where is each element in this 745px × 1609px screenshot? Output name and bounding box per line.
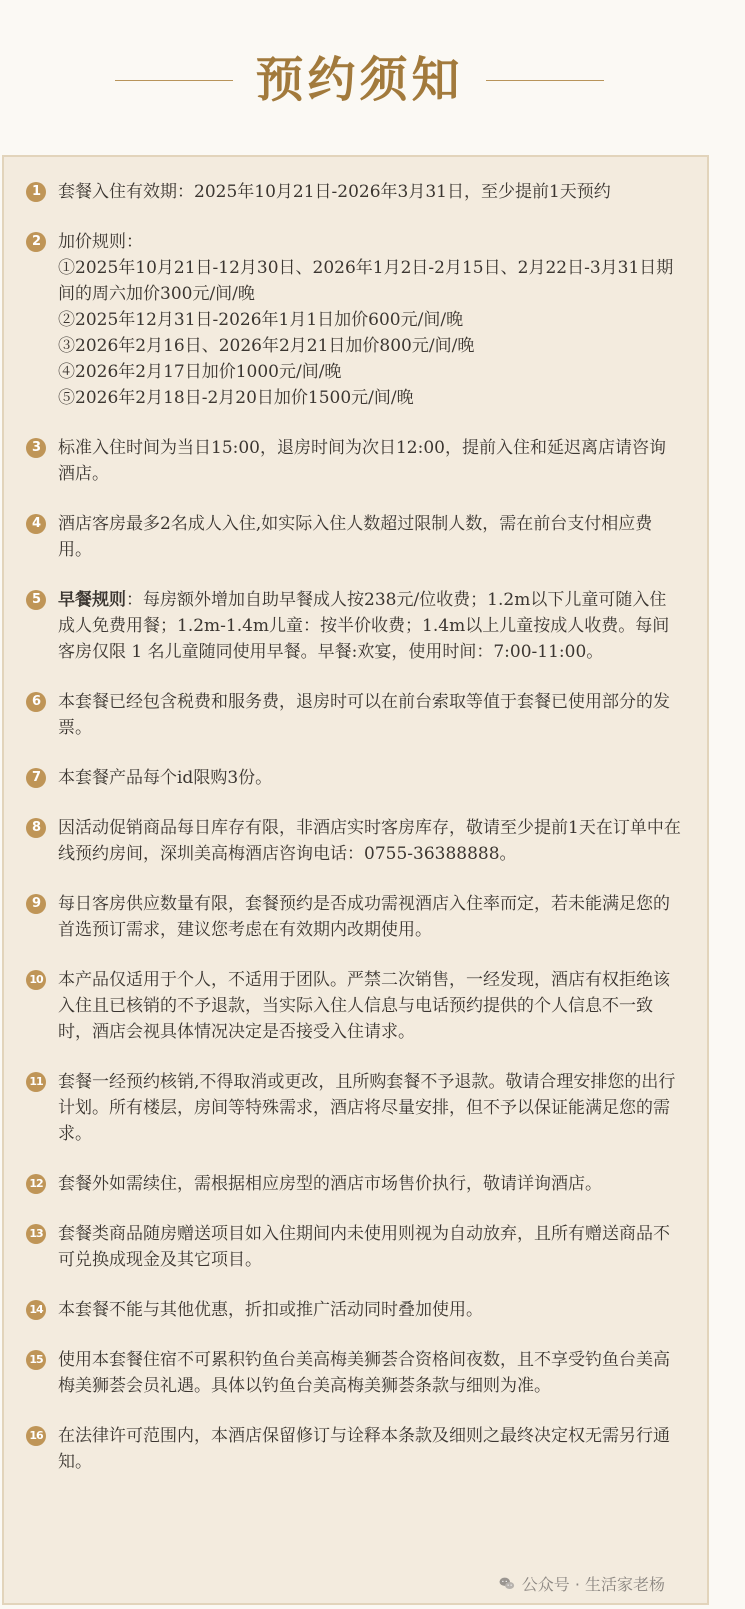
notice-card: [2, 155, 709, 1605]
notice-item: [4, 1423, 707, 1475]
item-text: 每日客房供应数量有限，套餐预约是否成功需视酒店入住率而定，若未能满足您的首选预订需求，建议您考虑在有效期内改期使用。: [58, 894, 670, 940]
notice-item: [4, 891, 707, 943]
item-number-badge: 4: [26, 514, 46, 534]
item-text: ④2026年2月17日加价1000元/间/晚: [58, 362, 342, 382]
title-divider-right: [486, 80, 604, 81]
notice-item: [4, 1347, 707, 1399]
item-number-badge: 16: [26, 1426, 46, 1446]
item-number-badge: 7: [26, 768, 46, 788]
notice-list: [4, 157, 707, 1499]
notice-item: [4, 179, 707, 205]
item-number-badge: 11: [26, 1072, 46, 1092]
item-text: ②2025年12月31日-2026年1月1日加价600元/间/晚: [58, 310, 464, 330]
page-title: 预约须知: [255, 52, 464, 108]
notice-item: [4, 967, 707, 1045]
item-text: 套餐类商品随房赠送项目如入住期间内未使用则视为自动放弃，且所有赠送商品不可兑换成现金及其它项目。: [58, 1224, 670, 1270]
item-text: 套餐外如需续住，需根据相应房型的酒店市场售价执行，敬请详询酒店。: [58, 1174, 602, 1194]
notice-item: [4, 1221, 707, 1273]
item-text: 加价规则：: [58, 232, 143, 252]
title-divider-left: [115, 80, 233, 81]
notice-item: [4, 435, 707, 487]
notice-item: [4, 1297, 707, 1323]
item-text: 酒店客房最多2名成人入住,如实际入住人数超过限制人数，需在前台支付相应费用。: [58, 514, 653, 560]
notice-item: [4, 815, 707, 867]
item-heading: 早餐规则: [58, 590, 126, 610]
item-text: 本套餐已经包含税费和服务费，退房时可以在前台索取等值于套餐已使用部分的发票。: [58, 692, 670, 738]
item-number-badge: 3: [26, 438, 46, 458]
item-text: 本套餐产品每个id限购3份。: [58, 768, 273, 788]
item-text: 在法律许可范围内，本酒店保留修订与诠释本条款及细则之最终决定权无需另行通知。: [58, 1426, 670, 1472]
notice-item: [4, 511, 707, 563]
wechat-icon: [498, 1575, 516, 1593]
notice-item: [4, 765, 707, 791]
notice-item: [4, 1069, 707, 1147]
item-text: 本产品仅适用于个人，不适用于团队。严禁二次销售，一经发现，酒店有权拒绝该入住且已核销的不予退款，当实际入住人信息与电话预约提供的个人信息不一致时，酒店会视具体情况决定是否接受入住请求。: [58, 970, 670, 1042]
notice-item: [4, 689, 707, 741]
item-text: [58, 587, 681, 665]
item-number-badge: 2: [26, 232, 46, 252]
item-number-badge: 12: [26, 1174, 46, 1194]
watermark: [498, 1572, 665, 1595]
item-number-badge: 9: [26, 894, 46, 914]
item-text: 套餐一经预约核销,不得取消或更改，且所购套餐不予退款。敬请合理安排您的出行计划。所有楼层，房间等特殊需求，酒店将尽量安排，但不予以保证能满足您的需求。: [58, 1072, 676, 1144]
item-number-badge: 5: [26, 590, 46, 610]
item-text: 使用本套餐住宿不可累积钓鱼台美高梅美狮荟合资格间夜数，且不享受钓鱼台美高梅美狮荟会员礼遇。具体以钓鱼台美高梅美狮荟条款与细则为准。: [58, 1350, 670, 1396]
item-number-badge: 6: [26, 692, 46, 712]
notice-item: [4, 229, 707, 411]
notice-item: [4, 587, 707, 665]
item-number-badge: 10: [26, 970, 46, 990]
item-number-badge: 15: [26, 1350, 46, 1370]
item-number-badge: 1: [26, 182, 46, 202]
item-text: ③2026年2月16日、2026年2月21日加价800元/间/晚: [58, 336, 475, 356]
item-text: ①2025年10月21日-12月30日、2026年1月2日-2月15日、2月22日-3月31日期间的周六加价300元/间/晚: [58, 258, 674, 304]
item-number-badge: 14: [26, 1300, 46, 1320]
item-text: 因活动促销商品每日库存有限，非酒店实时客房库存，敬请至少提前1天在订单中在线预约房间，深圳美高梅酒店咨询电话：0755-36388888。: [58, 818, 681, 864]
item-text: 本套餐不能与其他优惠，折扣或推广活动同时叠加使用。: [58, 1300, 483, 1320]
notice-item: [4, 1171, 707, 1197]
item-text: 套餐入住有效期：2025年10月21日-2026年3月31日，至少提前1天预约: [58, 182, 611, 202]
item-text: ⑤2026年2月18日-2月20日加价1500元/间/晚: [58, 388, 414, 408]
watermark-text: 公众号 · 生活家老杨: [521, 1575, 665, 1594]
item-number-badge: 8: [26, 818, 46, 838]
header: [0, 0, 745, 150]
item-text-body: ：每房额外增加自助早餐成人按238元/位收费；1.2m以下儿童可随入住成人免费用餐；1.2m-1.4m儿童：按半价收费；1.4m以上儿童按成人收费。每间客房仅限 1 名儿童随同使用早餐。早餐:欢宴，使用时间：7:00-11:00。: [58, 590, 670, 662]
item-text: 标准入住时间为当日15:00，退房时间为次日12:00，提前入住和延迟离店请咨询酒店。: [58, 438, 666, 484]
item-number-badge: 13: [26, 1224, 46, 1244]
